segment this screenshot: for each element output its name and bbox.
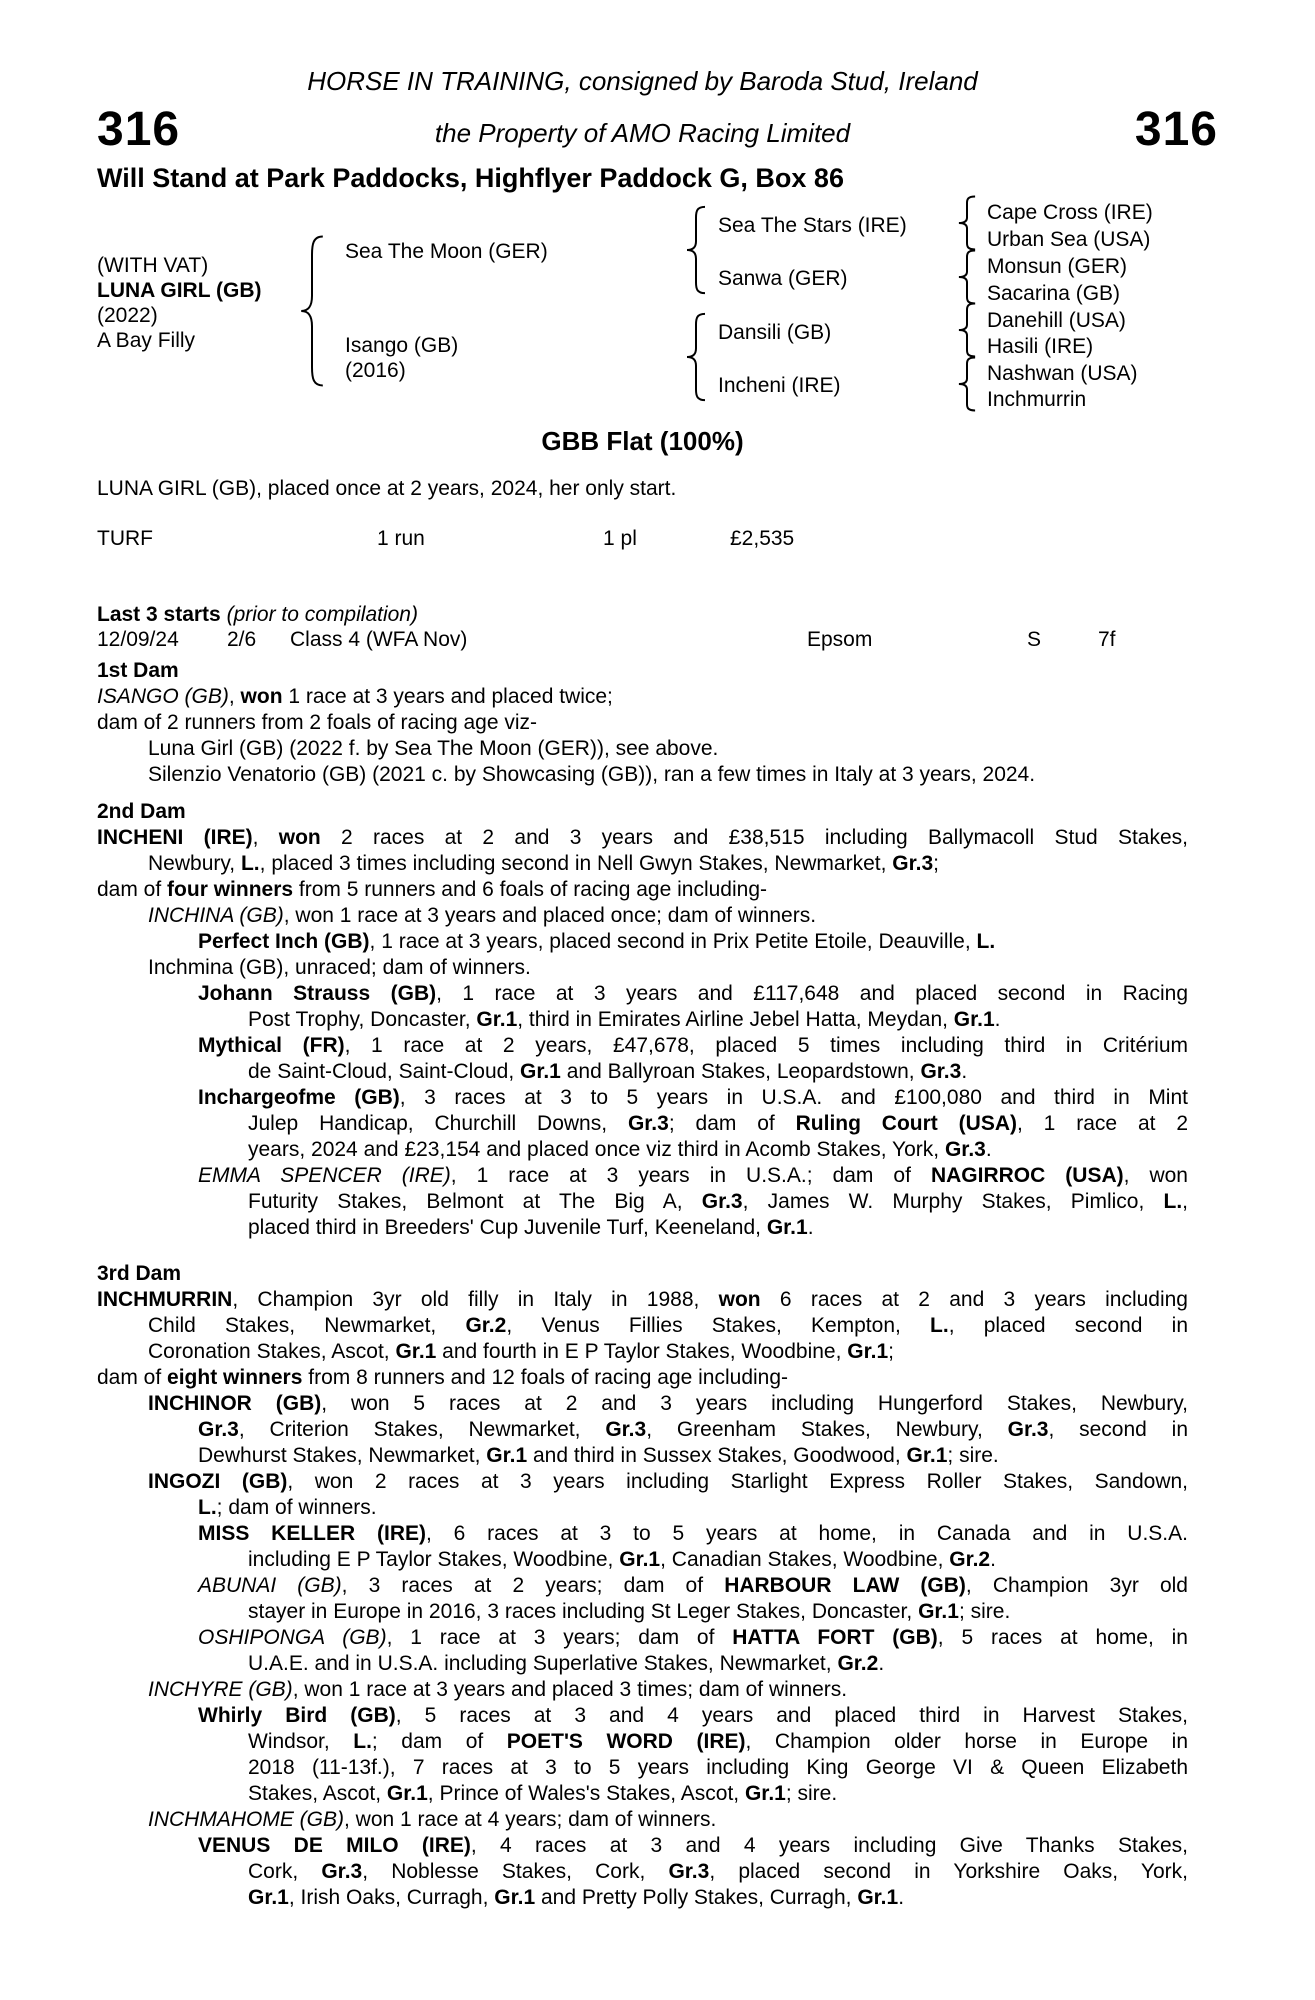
text-run: Gr.1 [847,1340,889,1363]
text-run: . [994,1008,1001,1031]
pedigree-brace-icon [300,235,324,387]
text-run: INCHINA (GB) [148,904,284,927]
text-run: , Prince of Wales's Stakes, Ascot, [427,1782,745,1805]
great-grandparent-name: Urban Sea (USA) [987,228,1151,251]
pedigree-text-line [248,1547,1188,1573]
text-run: , James W. Murphy Stakes, Pimlico, [742,1190,1164,1213]
text-run: dam of [97,878,168,901]
text-run: Gr.1 [619,1548,661,1571]
text-run: , Venus Fillies Stakes, Kempton, [506,1314,931,1337]
text-run: Gr.1 [386,1782,428,1805]
pedigree-text-line [148,762,1188,788]
text-run: Gr.3 [920,1060,962,1083]
text-run: , placed second in Yorkshire Oaks, York, [709,1860,1189,1883]
text-run: , 1 race at 2 [1016,1112,1189,1135]
great-grandparent-name: Nashwan (USA) [987,362,1138,385]
text-run: 2 races at 2 and 3 years and £38,515 including Ballymacoll Stud Stakes, [320,826,1189,849]
pedigree-text-line [198,1521,1188,1547]
text-run: , won 1 race at 3 years and placed 3 times; dam of winners. [292,1678,848,1701]
text-run: . [961,1060,968,1083]
text-run: ; dam of winners. [216,1496,377,1519]
subject-year: (2022) [97,304,158,327]
text-run: Silenzio Venatorio (GB) (2021 c. by Showcasing (GB)), ran a few times in Italy at 3 years, 2024. [148,763,1036,786]
text-run: Luna Girl (GB) (2022 f. by Sea The Moon (GER)), see above. [148,737,719,760]
great-grandparent-name: Monsun (GER) [987,255,1128,278]
text-run: Gr.3 [892,852,934,875]
text-run: Gr.2 [837,1652,879,1675]
text-run: . [807,1216,814,1239]
text-run: OSHIPONGA (GB) [198,1626,387,1649]
pedigree-text-line [148,851,1188,877]
text-run: INCHMAHOME (GB) [148,1808,344,1831]
text-run: , Canadian Stakes, Woodbine, [660,1548,950,1571]
pedigree-text-line [198,1085,1188,1111]
pedigree-text-line [248,1755,1188,1781]
pedigree-text-line [198,1573,1188,1599]
text-run: Whirly Bird (GB) [198,1704,396,1727]
pedigree-text-line [248,1111,1188,1137]
text-run: , 1 race at 3 years and £117,648 and placed second in Racing [436,982,1188,1005]
text-run: VENUS DE MILO (IRE) [198,1834,471,1857]
surface-label: TURF [97,527,153,550]
last-start-distance: 7f [1098,628,1116,651]
pedigree-text-line [198,1163,1188,1189]
pedigree-text-line [248,1137,1188,1163]
pedigree-text-line [198,1417,1188,1443]
last-start-course: Epsom [807,628,873,651]
text-run: INCHYRE (GB) [148,1678,293,1701]
text-run: ; sire. [958,1600,1011,1623]
runs-value: 1 run [377,527,425,550]
text-run: , 6 races at 3 to 5 years at home, in Canada and in U.S.A. [425,1522,1188,1545]
text-run: , 1 race at 3 years in U.S.A.; dam of [450,1164,931,1187]
text-run: Gr.1 [248,1886,289,1909]
great-grandparent-name: Danehill (USA) [987,309,1126,332]
text-run: ; [933,852,939,875]
text-run: , third in Emirates Airline Jebel Hatta, Meydan, [517,1008,954,1031]
text-run: Gr.2 [949,1548,991,1571]
pedigree-text-line [148,1677,1188,1703]
text-run: , Champion older horse in Europe in [745,1730,1189,1753]
text-run: , won 1 race at 3 years and placed once; dam of winners. [283,904,817,927]
stand-location-line: Will Stand at Park Paddocks, Highflyer Paddock G, Box 86 [97,163,844,193]
text-run: . [985,1138,992,1161]
text-run: eight winners [167,1366,303,1389]
text-run: Gr.2 [465,1314,507,1337]
pedigree-text-line [97,684,1188,710]
text-run: , 1 race at 2 years, £47,678, placed 5 times including third in Critérium [344,1034,1188,1057]
dam-year: (2016) [345,359,406,382]
text-run: , Irish Oaks, Curragh, [288,1886,495,1909]
pedigree-text-line [97,877,1188,903]
text-run: ; sire. [785,1782,838,1805]
text-run: , 1 race at 3 years, placed second in Prix Petite Etoile, Deauville, [369,930,977,953]
pedigree-text-line [248,1189,1188,1215]
pedigree-text-line [248,1007,1188,1033]
great-grandparent-name: Hasili (IRE) [987,335,1094,358]
text-run: , Noblesse Stakes, Cork, [362,1860,669,1883]
sire-name: Sea The Moon (GER) [345,240,548,263]
text-run: Gr.1 [766,1216,808,1239]
pedigree-text-line [198,1443,1188,1469]
pedigree-text-line [97,710,1188,736]
text-run: Mythical (FR) [198,1034,345,1057]
last-starts-heading [97,602,418,628]
text-run: from 8 runners and 12 foals of racing age including- [302,1366,789,1389]
great-grandparent-name: Cape Cross (IRE) [987,201,1153,224]
text-run: Gr.3 [701,1190,743,1213]
last-start-position: 2/6 [227,628,257,651]
pedigree-text-line [248,1059,1188,1085]
text-run: four winners [167,878,294,901]
pedigree-text-line [248,1859,1188,1885]
pedigree-text-line [248,1599,1188,1625]
pedigree-brace-icon [686,313,706,401]
lot-number-right: 316 [1134,103,1218,156]
text-run: dam of 2 runners from 2 foals of racing age viz- [97,711,538,734]
pedigree-text-line [148,1339,1188,1365]
text-run: , placed 3 times including second in Nell Gwyn Stakes, Newmarket, [259,852,893,875]
text-run: , Greenham Stakes, Newbury, [646,1418,1008,1441]
text-run: Gr.3 [321,1860,363,1883]
text-run: dam of [97,1366,168,1389]
pedigree-text-line [198,1495,1188,1521]
vat-note: (WITH VAT) [97,254,209,277]
race-summary-line: LUNA GIRL (GB), placed once at 2 years, 2024, her only start. [97,477,677,500]
text-run: . [878,1652,885,1675]
pedigree-text-line [97,1287,1188,1313]
pedigree-brace-icon [958,303,976,357]
text-run: and third in Sussex Stakes, Goodwood, [527,1444,907,1467]
text-run: 2018 (11-13f.), 7 races at 3 to 5 years including King George VI & Queen Elizabeth [248,1756,1188,1779]
text-run: , 3 races at 3 to 5 years in U.S.A. and £100,080 and third in Mint [399,1086,1188,1109]
last-starts-note: (prior to compilation) [226,603,418,626]
dam-name: Isango (GB) [345,334,459,357]
text-run: ; dam of [371,1730,507,1753]
text-run: L. [930,1314,949,1337]
text-run: , won [1123,1164,1188,1187]
text-run: Gr.3 [668,1860,710,1883]
text-run: POET'S WORD (IRE) [506,1730,746,1753]
earnings-value: £2,535 [730,527,795,550]
text-run: Inchmina (GB), unraced; dam of winners. [148,956,531,979]
pedigree-text-line [148,1807,1188,1833]
pedigree-text-line [198,981,1188,1007]
text-run: Futurity Stakes, Belmont at The Big A, [248,1190,702,1213]
text-run: Newbury, [148,852,241,875]
text-run: Johann Strauss (GB) [198,982,437,1005]
pedigree-text-line [148,1391,1188,1417]
text-run: INGOZI (GB) [148,1470,288,1493]
text-run: Inchargeofme (GB) [198,1086,400,1109]
text-run: , 3 races at 2 years; dam of [341,1574,725,1597]
text-run: ISANGO (GB) [97,685,229,708]
pedigree-text-line [248,1215,1188,1241]
text-run: , won 2 races at 3 years including Starlight Express Roller Stakes, Sandown, [287,1470,1188,1493]
text-run: . [898,1886,905,1909]
text-run: won [240,685,283,708]
great-grandparent-name: Sacarina (GB) [987,282,1121,305]
text-run: Gr.1 [918,1600,959,1623]
text-run: and Ballyroan Stakes, Leopardstown, [560,1060,921,1083]
dam-sire-name: Dansili (GB) [718,321,832,344]
pedigree-text-line [148,736,1188,762]
text-run: Child Stakes, Newmarket, [148,1314,466,1337]
text-run: INCHENI (IRE) [97,826,253,849]
text-run: . [990,1548,996,1571]
text-run: Gr.3 [1007,1418,1049,1441]
text-run: U.A.E. and in U.S.A. including Superlative Stakes, Newmarket, [248,1652,838,1675]
text-run: , Champion 3yr old [965,1574,1188,1597]
text-run: , won 1 race at 4 years; dam of winners. [344,1808,717,1831]
text-run: Coronation Stakes, Ascot, [148,1340,396,1363]
pedigree-text-line [148,1469,1188,1495]
lot-number-left: 316 [97,103,181,156]
text-run: Dewhurst Stakes, Newmarket, [198,1444,487,1467]
text-run: ABUNAI (GB) [198,1574,342,1597]
text-run: , second in [1048,1418,1188,1441]
text-run: 6 races at 2 and 3 years including [760,1288,1188,1311]
text-run: won [278,826,321,849]
text-run: , placed second in [948,1314,1188,1337]
sire-sire-name: Sea The Stars (IRE) [718,214,907,237]
property-line: the Property of AMO Racing Limited [434,118,851,148]
text-run: Gr.1 [476,1008,518,1031]
text-run: stayer in Europe in 2016, 3 races including St Leger Stakes, Doncaster, [248,1600,919,1623]
dam-dam-name: Incheni (IRE) [718,374,841,397]
text-run: from 5 runners and 6 foals of racing age including- [293,878,767,901]
text-run: , 4 races at 3 and 4 years including Give Thanks Stakes, [470,1834,1188,1857]
text-run: Gr.1 [906,1444,948,1467]
text-run: Gr.1 [395,1340,437,1363]
dam-section-heading: 3rd Dam [97,1262,182,1285]
text-run: Gr.1 [520,1060,561,1083]
pedigree-text-line [148,955,1188,981]
text-run: ; sire. [947,1444,999,1467]
text-run: 1 race at 3 years and placed twice; [282,685,613,708]
text-run: including E P Taylor Stakes, Woodbine, [248,1548,620,1571]
text-run: ; [888,1340,894,1363]
eligibility-line: GBB Flat (100%) [541,426,744,456]
text-run: HARBOUR LAW (GB) [724,1574,966,1597]
text-run: , [1182,1190,1189,1213]
text-run: INCHINOR (GB) [148,1392,322,1415]
pedigree-text-line [148,903,1188,929]
text-run: Post Trophy, Doncaster, [248,1008,477,1031]
pedigree-text-line [198,1625,1188,1651]
text-run: , 5 races at 3 and 4 years and placed third in Harvest Stakes, [395,1704,1188,1727]
text-run: , 5 races at home, in [937,1626,1188,1649]
pedigree-text-line [148,1313,1188,1339]
sire-dam-name: Sanwa (GER) [718,267,848,290]
last-start-date: 12/09/24 [97,628,179,651]
text-run: Windsor, [248,1730,354,1753]
text-run: Gr.1 [486,1444,528,1467]
text-run: de Saint-Cloud, Saint-Cloud, [248,1060,520,1083]
pedigree-text-line [198,1833,1188,1859]
pedigree-text-line [248,1729,1188,1755]
text-run: Perfect Inch (GB) [198,930,370,953]
pedigree-text-line [198,1033,1188,1059]
text-run: L. [198,1496,217,1519]
pedigree-text-line [198,1703,1188,1729]
pedigree-brace-icon [958,250,976,304]
text-run: years, 2024 and £23,154 and placed once viz third in Acomb Stakes, York, [248,1138,945,1161]
text-run: Gr.3 [627,1112,669,1135]
last-start-going: S [1027,628,1042,651]
pedigree-text-line [248,1885,1188,1911]
pedigree-brace-icon [958,357,976,411]
pedigree-text-line [97,825,1188,851]
text-run: placed third in Breeders' Cup Juvenile Turf, Keeneland, [248,1216,767,1239]
text-run: Gr.1 [857,1886,899,1909]
text-run: L. [353,1730,372,1753]
pedigree-text-line [97,1365,1188,1391]
pedigree-brace-icon [686,206,706,294]
pedigree-text-line [248,1781,1188,1807]
text-run: INCHMURRIN [97,1288,233,1311]
last-start-class: Class 4 (WFA Nov) [290,628,468,651]
subject-description: A Bay Filly [97,329,196,352]
text-run: , Champion 3yr old filly in Italy in 1988, [232,1288,719,1311]
text-run: , 1 race at 3 years; dam of [386,1626,733,1649]
subject-name: LUNA GIRL (GB) [97,279,262,302]
text-run: Gr.1 [494,1886,536,1909]
pedigree-brace-icon [958,196,976,250]
text-run: L. [1163,1190,1183,1213]
consignment-line: HORSE IN TRAINING, consigned by Baroda Stud, Ireland [307,66,978,96]
text-run: Cork, [248,1860,322,1883]
text-run: ; dam of [668,1112,796,1135]
dam-section-heading: 2nd Dam [97,800,186,823]
text-run: L. [976,930,996,953]
dam-section-heading: 1st Dam [97,659,179,682]
great-grandparent-name: Inchmurrin [987,388,1087,411]
text-run: HATTA FORT (GB) [732,1626,938,1649]
places-value: 1 pl [603,527,637,550]
text-run: and Pretty Polly Stakes, Curragh, [535,1886,858,1909]
text-run: Gr.3 [944,1138,986,1161]
text-run: L. [240,852,260,875]
pedigree-text-line [248,1651,1188,1677]
text-run: Gr.1 [953,1008,995,1031]
pedigree-text-line [198,929,1188,955]
text-run: MISS KELLER (IRE) [198,1522,426,1545]
text-run: won [718,1288,761,1311]
text-run: , won 5 races at 2 and 3 years including Hungerford Stakes, Newbury, [321,1392,1188,1415]
text-run: , Criterion Stakes, Newmarket, [238,1418,606,1441]
text-run: EMMA SPENCER (IRE) [198,1164,451,1187]
text-run: Ruling Court (USA) [795,1112,1017,1135]
text-run: and fourth in E P Taylor Stakes, Woodbine, [436,1340,848,1363]
text-run: Stakes, Ascot, [248,1782,387,1805]
text-run: Gr.3 [605,1418,647,1441]
text-run: Gr.3 [198,1418,239,1441]
text-run: , [252,826,279,849]
text-run: NAGIRROC (USA) [930,1164,1124,1187]
text-run: Gr.1 [744,1782,786,1805]
last-starts-label: Last 3 starts [97,603,221,626]
text-run: , [228,685,241,708]
text-run: Julep Handicap, Churchill Downs, [248,1112,628,1135]
